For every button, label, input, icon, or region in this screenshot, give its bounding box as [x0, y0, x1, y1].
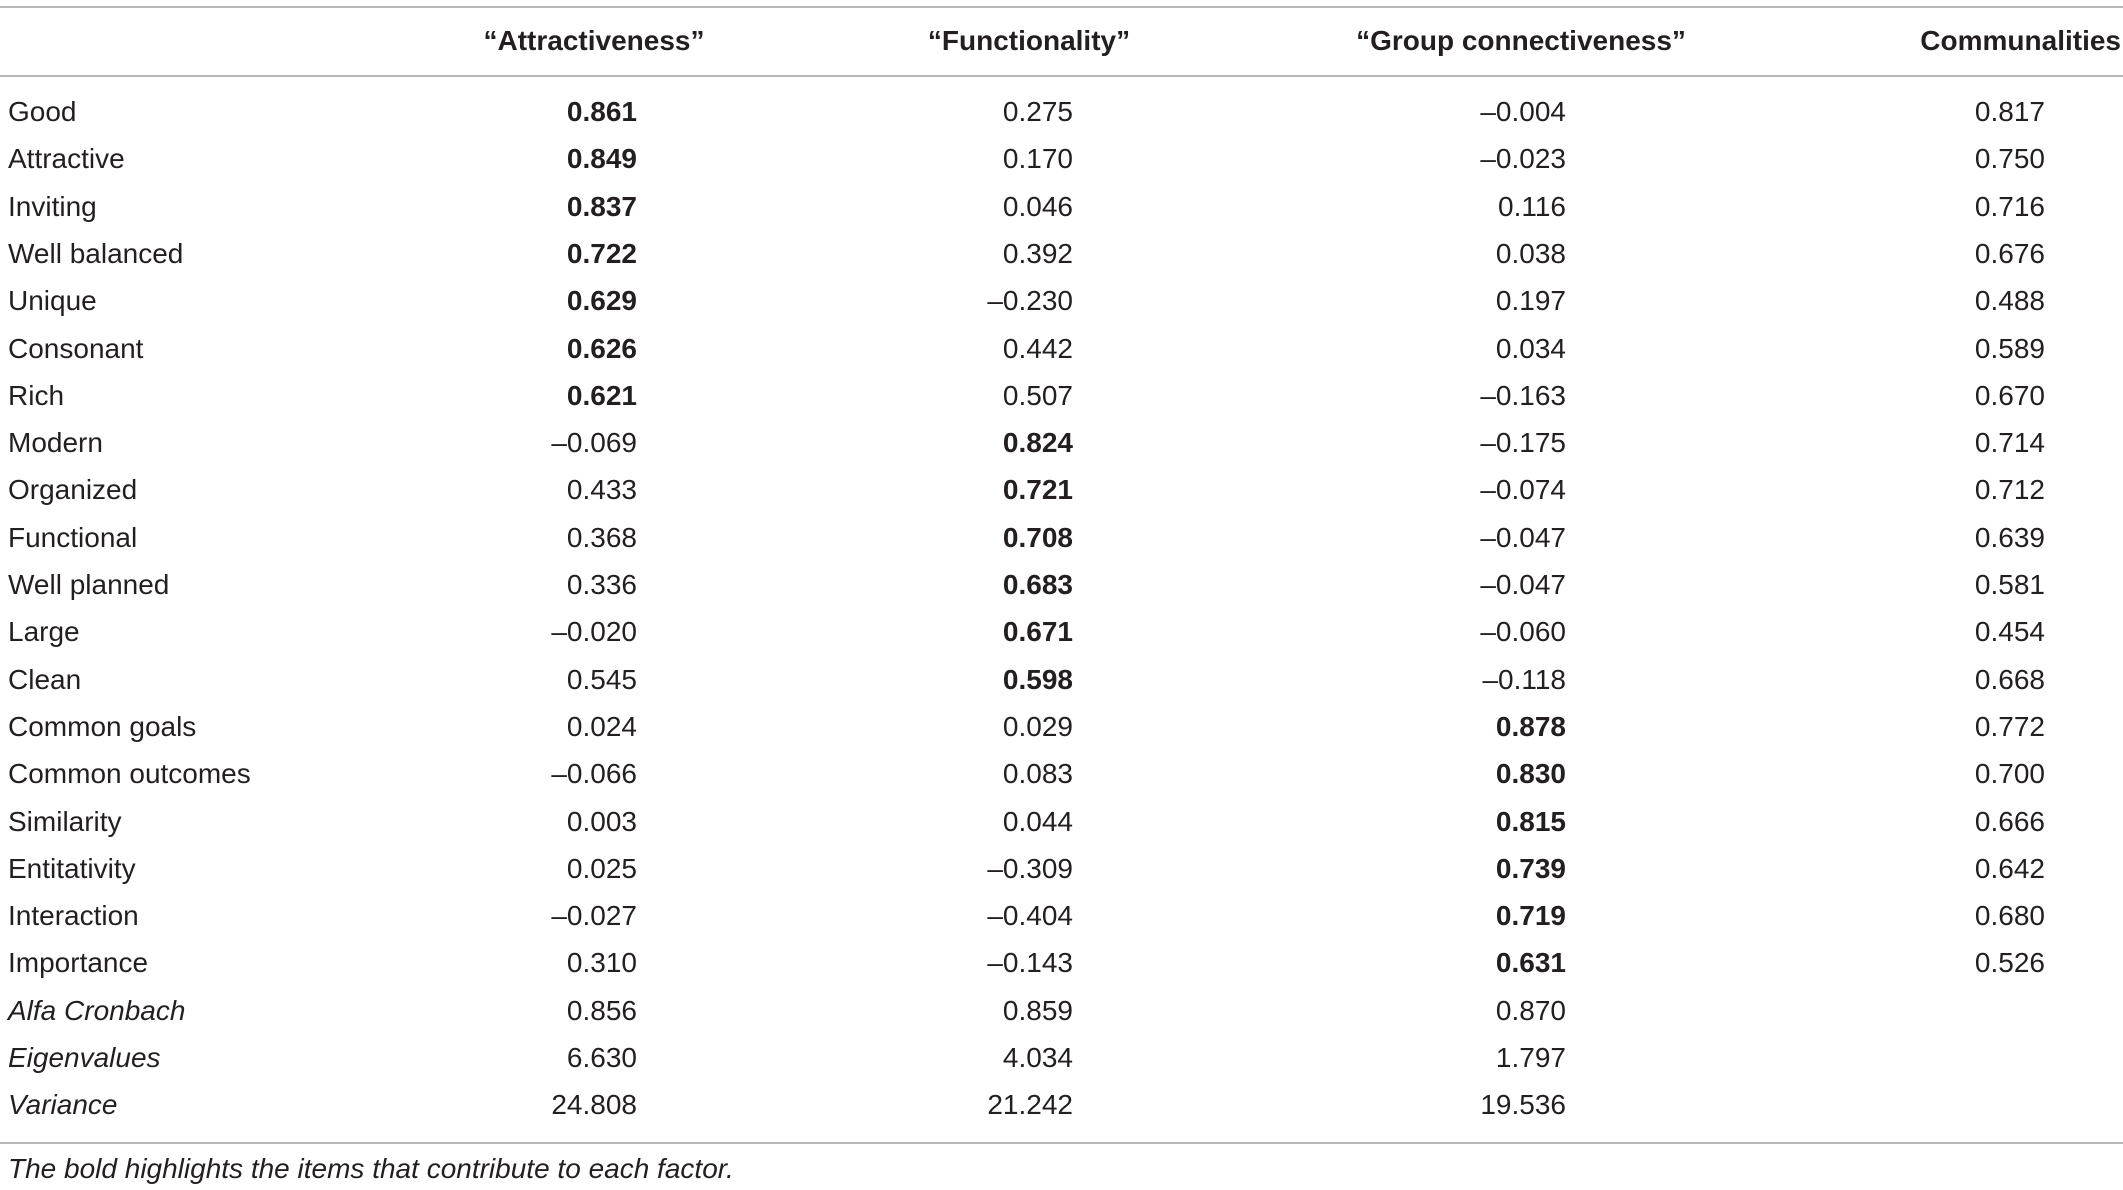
cell-group-connectiveness: 0.034	[1495, 333, 1566, 364]
row-label: Common outcomes	[8, 758, 251, 789]
row-label: Unique	[8, 285, 97, 316]
cell-communalities: 0.639	[1974, 522, 2045, 553]
cell-attractiveness: 0.368	[566, 522, 637, 553]
cell-functionality: 4.034	[1002, 1042, 1073, 1073]
cell-attractiveness: 0.310	[566, 947, 637, 978]
cell-group-connectiveness: 0.815	[1495, 806, 1566, 837]
cell-attractiveness: 0.849	[566, 143, 637, 174]
cell-group-connectiveness: 0.116	[1498, 191, 1566, 222]
row-label: Good	[8, 96, 77, 127]
cell-attractiveness: 6.630	[566, 1042, 637, 1073]
row-label: Similarity	[8, 806, 122, 837]
cell-communalities: 0.454	[1974, 616, 2045, 647]
row-label: Rich	[8, 380, 65, 411]
cell-attractiveness: 0.626	[566, 333, 637, 364]
table-footnote: The bold highlights the items that contribute to each factor.	[8, 1153, 734, 1184]
row-label: Common goals	[8, 711, 197, 742]
cell-functionality: 0.859	[1002, 995, 1073, 1026]
cell-communalities: 0.666	[1974, 806, 2045, 837]
cell-communalities: 0.772	[1974, 711, 2045, 742]
cell-functionality: 0.083	[1002, 758, 1073, 789]
cell-communalities: 0.670	[1974, 380, 2045, 411]
cell-attractiveness: 0.856	[566, 995, 637, 1026]
cell-communalities: 0.716	[1974, 191, 2045, 222]
cell-communalities: 0.750	[1974, 143, 2045, 174]
cell-attractiveness: 0.003	[566, 806, 637, 837]
cell-functionality: –0.230	[987, 285, 1073, 316]
cell-communalities: 0.642	[1974, 853, 2045, 884]
cell-functionality: 0.275	[1002, 96, 1073, 127]
row-label: Well balanced	[8, 238, 184, 269]
cell-attractiveness: 0.336	[566, 569, 637, 600]
cell-functionality: 0.671	[1002, 616, 1073, 647]
cell-attractiveness: –0.020	[551, 616, 637, 647]
table-top-rule	[0, 6, 2123, 8]
cell-functionality: 0.507	[1002, 380, 1073, 411]
table-bottom-rule	[0, 1142, 2123, 1144]
cell-attractiveness: –0.066	[551, 758, 637, 789]
cell-group-connectiveness: 19.536	[1480, 1089, 1566, 1120]
cell-communalities: 0.700	[1974, 758, 2045, 789]
row-label: Importance	[8, 947, 149, 978]
cell-attractiveness: 0.025	[566, 853, 637, 884]
cell-functionality: 0.824	[1002, 427, 1073, 458]
cell-group-connectiveness: 0.830	[1495, 758, 1566, 789]
cell-functionality: 0.392	[1002, 238, 1073, 269]
row-label: Modern	[8, 427, 103, 458]
cell-communalities: 0.712	[1974, 474, 2045, 505]
cell-attractiveness: 0.837	[566, 191, 637, 222]
cell-attractiveness: 0.621	[566, 380, 637, 411]
cell-group-connectiveness: 0.878	[1495, 711, 1566, 742]
row-label: Functional	[8, 522, 138, 553]
row-label: Well planned	[8, 569, 170, 600]
cell-functionality: –0.404	[987, 900, 1073, 931]
cell-group-connectiveness: 0.631	[1495, 947, 1566, 978]
row-label: Consonant	[8, 333, 144, 364]
header-rule	[0, 75, 2123, 77]
cell-attractiveness: 0.545	[566, 664, 637, 695]
cell-attractiveness: 0.433	[566, 474, 637, 505]
cell-group-connectiveness: –0.060	[1480, 616, 1566, 647]
cell-functionality: 0.708	[1002, 522, 1073, 553]
cell-functionality: 0.046	[1002, 191, 1073, 222]
cell-group-connectiveness: –0.118	[1482, 664, 1566, 695]
row-label: Attractive	[8, 143, 125, 174]
cell-attractiveness: –0.069	[551, 427, 637, 458]
cell-communalities: 0.589	[1974, 333, 2045, 364]
cell-group-connectiveness: –0.047	[1480, 569, 1566, 600]
row-label: Large	[8, 616, 80, 647]
cell-group-connectiveness: 0.038	[1495, 238, 1566, 269]
cell-attractiveness: –0.027	[551, 900, 637, 931]
header-group-connectiveness: “Group connectiveness”	[1356, 25, 1686, 56]
row-label: Variance	[8, 1089, 118, 1120]
cell-functionality: 0.170	[1002, 143, 1073, 174]
cell-functionality: 0.442	[1002, 333, 1073, 364]
cell-functionality: –0.309	[987, 853, 1073, 884]
cell-communalities: 0.817	[1974, 96, 2045, 127]
cell-functionality: 21.242	[987, 1089, 1073, 1120]
cell-attractiveness: 0.722	[566, 238, 637, 269]
row-label: Entitativity	[8, 853, 136, 884]
row-label: Interaction	[8, 900, 139, 931]
header-functionality: “Functionality”	[927, 25, 1131, 56]
cell-attractiveness: 0.024	[566, 711, 637, 742]
cell-group-connectiveness: –0.023	[1480, 143, 1566, 174]
cell-attractiveness: 0.629	[566, 285, 637, 316]
cell-group-connectiveness: 0.719	[1495, 900, 1566, 931]
row-label: Organized	[8, 474, 138, 505]
cell-group-connectiveness: 0.870	[1495, 995, 1566, 1026]
cell-communalities: 0.680	[1974, 900, 2045, 931]
cell-communalities: 0.714	[1974, 427, 2045, 458]
row-label: Alfa Cronbach	[8, 995, 186, 1026]
cell-group-connectiveness: 0.197	[1495, 285, 1566, 316]
cell-attractiveness: 24.808	[551, 1089, 637, 1120]
header-attractiveness: “Attractiveness”	[483, 25, 705, 56]
cell-communalities: 0.676	[1974, 238, 2045, 269]
cell-communalities: 0.488	[1974, 285, 2045, 316]
cell-group-connectiveness: 0.739	[1495, 853, 1566, 884]
row-label: Inviting	[8, 191, 97, 222]
cell-functionality: 0.683	[1002, 569, 1073, 600]
cell-functionality: 0.721	[1002, 474, 1073, 505]
row-label: Eigenvalues	[8, 1042, 161, 1073]
cell-communalities: 0.668	[1974, 664, 2045, 695]
cell-communalities: 0.526	[1974, 947, 2045, 978]
cell-group-connectiveness: 1.797	[1495, 1042, 1566, 1073]
cell-group-connectiveness: –0.175	[1480, 427, 1566, 458]
cell-functionality: 0.029	[1002, 711, 1073, 742]
cell-group-connectiveness: –0.163	[1480, 380, 1566, 411]
cell-attractiveness: 0.861	[566, 96, 637, 127]
cell-functionality: 0.598	[1002, 664, 1073, 695]
cell-functionality: 0.044	[1002, 806, 1073, 837]
row-label: Clean	[8, 664, 82, 695]
cell-group-connectiveness: –0.074	[1480, 474, 1566, 505]
header-communalities: Communalities	[1920, 25, 2121, 56]
cell-group-connectiveness: –0.047	[1480, 522, 1566, 553]
cell-communalities: 0.581	[1974, 569, 2045, 600]
cell-group-connectiveness: –0.004	[1480, 96, 1566, 127]
cell-functionality: –0.143	[987, 947, 1073, 978]
